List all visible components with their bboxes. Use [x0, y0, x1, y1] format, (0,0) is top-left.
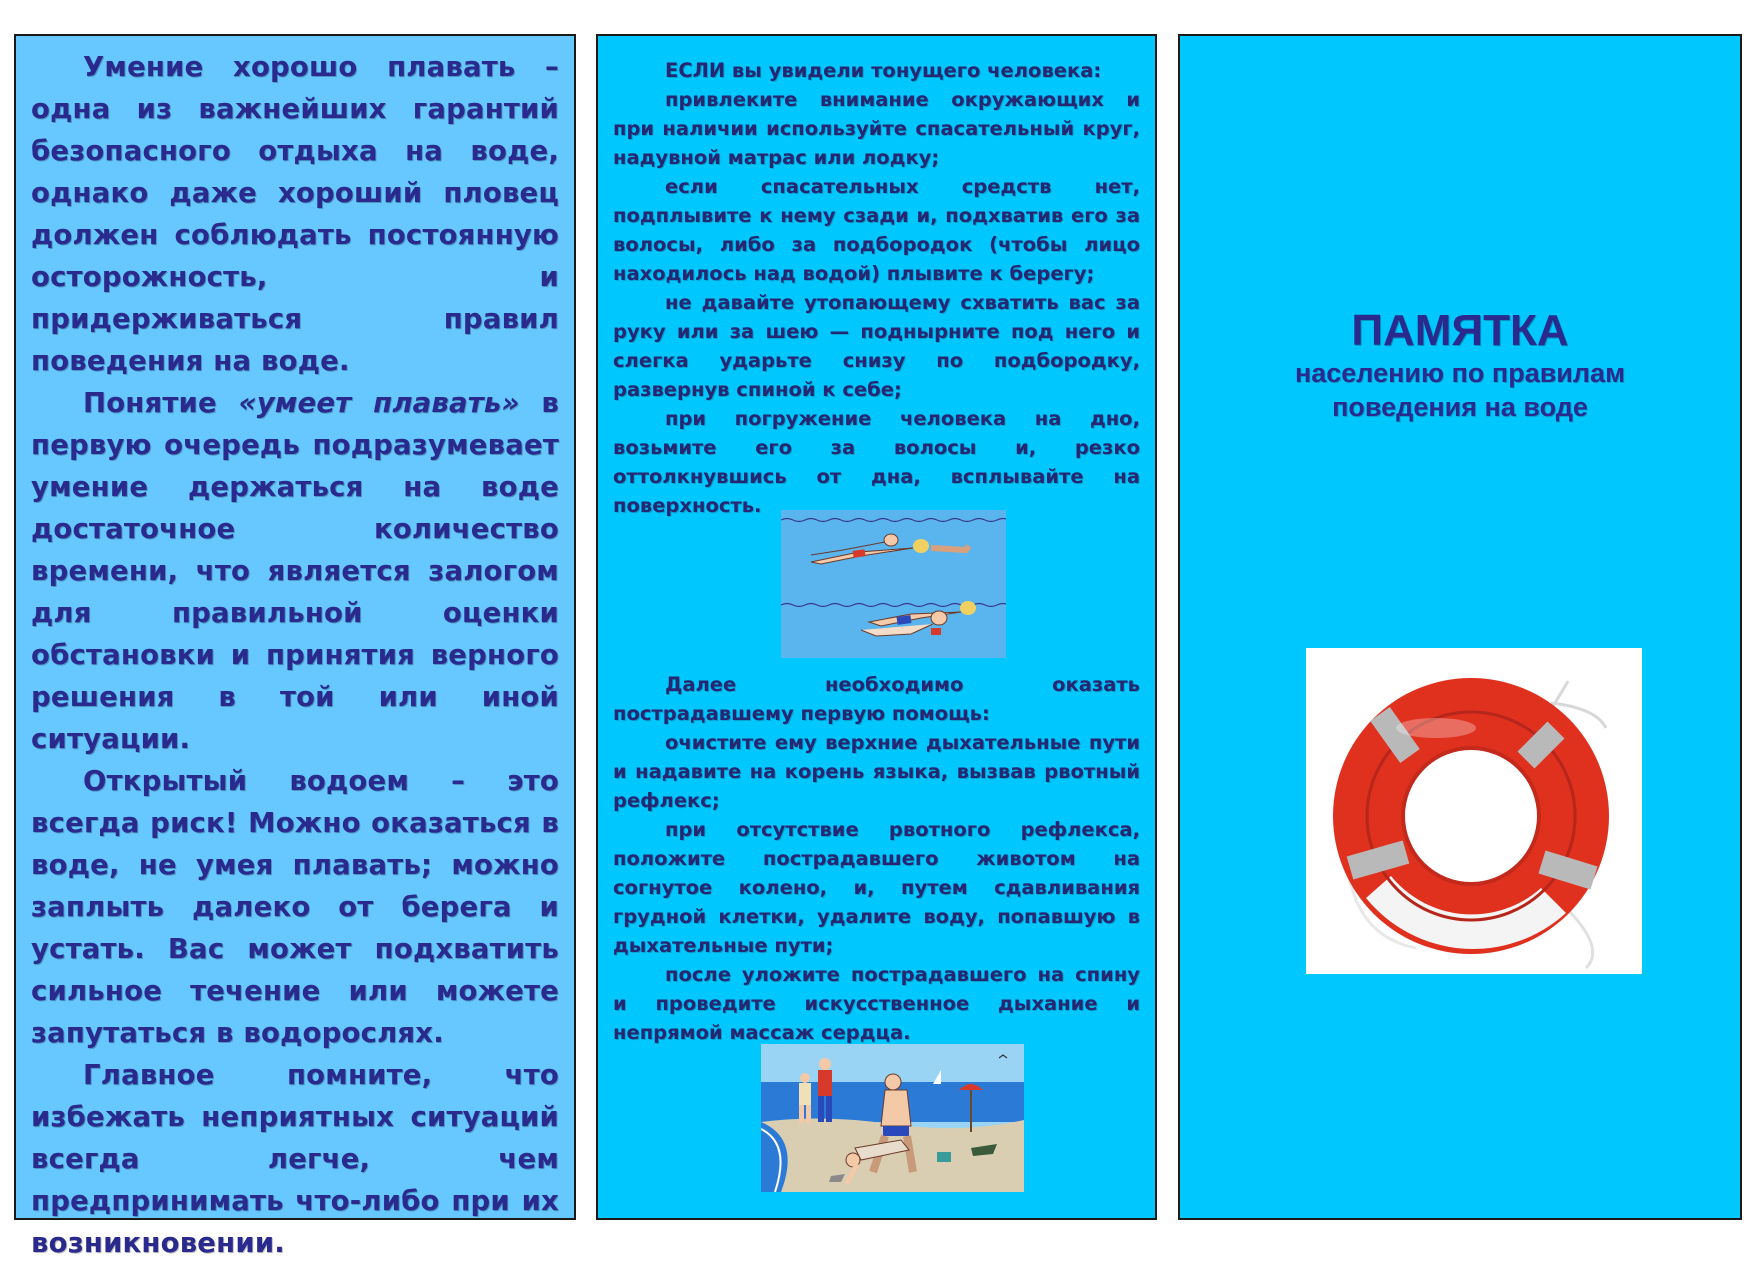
- title-block: [1180, 306, 1740, 424]
- first-aid-instructions: [613, 670, 1140, 1047]
- lifebuoy-photo: [1306, 648, 1642, 974]
- rescue-step: привлеките внимание окружающих и при наличии используйте спасательный круг, надувной матрас или лодку;: [613, 88, 1140, 169]
- beach-first-aid-illustration: [761, 1044, 1024, 1192]
- swimmer-rescue-illustration: [781, 510, 1006, 658]
- paragraph-swimming-safety: Умение хорошо плавать – одна из важнейших гарантий безопасного отдыха на воде, однако даже хороший пловец должен соблюдать постоянную осторожность, и придерживаться правил поведения на воде.: [31, 51, 559, 377]
- intro-text: [31, 46, 559, 1264]
- rescue-step: если спасательных средств нет, подплывите к нему сзади и, подхватив его за волосы, либо за подбородок (чтобы лицо находилось над водой) плывите к берегу;: [613, 175, 1140, 285]
- document-title: ПАМЯТКА: [1351, 306, 1569, 355]
- rescue-heading: ЕСЛИ вы увидели тонущего человека:: [665, 59, 1102, 82]
- paragraph-can-swim-after: в первую очередь подразумевает умение держаться на воде достаточное количество времени, что является залогом для правильной оценки обстановки и принятия верного решения в той или иной ситуации.: [31, 387, 559, 755]
- paragraph-can-swim-before: Понятие: [83, 387, 239, 419]
- paragraph-main-rule: Главное помните, что избежать неприятных ситуаций всегда легче, чем предпринимать что-либо при их возникновении.: [31, 1059, 559, 1259]
- first-aid-step: после уложите пострадавшего на спину и проведите искусственное дыхание и непрямой массаж сердца.: [613, 963, 1140, 1044]
- middle-panel: [596, 34, 1157, 1220]
- left-panel: [14, 34, 576, 1259]
- rescue-instructions: [613, 56, 1140, 520]
- first-aid-step: при отсутствие рвотного рефлекса, положите пострадавшего животом на согнутое колено, и, путем сдавливания грудной клетки, удалите воду, попавшую в дыхательные пути;: [613, 818, 1140, 957]
- rescue-step: при погружение человека на дно, возьмите его за волосы и, резко оттолкнувшись от дна, всплывайте на поверхность.: [613, 407, 1140, 517]
- first-aid-heading: Далее необходимо оказать пострадавшему первую помощь:: [613, 673, 1140, 725]
- document-subtitle: населению по правилам поведения на воде: [1294, 358, 1626, 422]
- right-panel: [1178, 34, 1742, 1220]
- rescue-step: не давайте утопающему схватить вас за руку или за шею — поднырните под него и слегка ударьте снизу по подбородку, развернув спиной к себе;: [613, 291, 1140, 401]
- first-aid-step: очистите ему верхние дыхательные пути и надавите на корень языка, вызвав рвотный рефлекс;: [613, 731, 1140, 812]
- term-can-swim: «умеет плавать»: [238, 387, 520, 419]
- paragraph-can-swim: [31, 382, 559, 760]
- paragraph-open-water-risk: Открытый водоем – это всегда риск! Можно оказаться в воде, не умея плавать; можно заплыть далеко от берега и устать. Вас может подхватить сильное течение или можете запутаться в водорослях.: [31, 765, 559, 1049]
